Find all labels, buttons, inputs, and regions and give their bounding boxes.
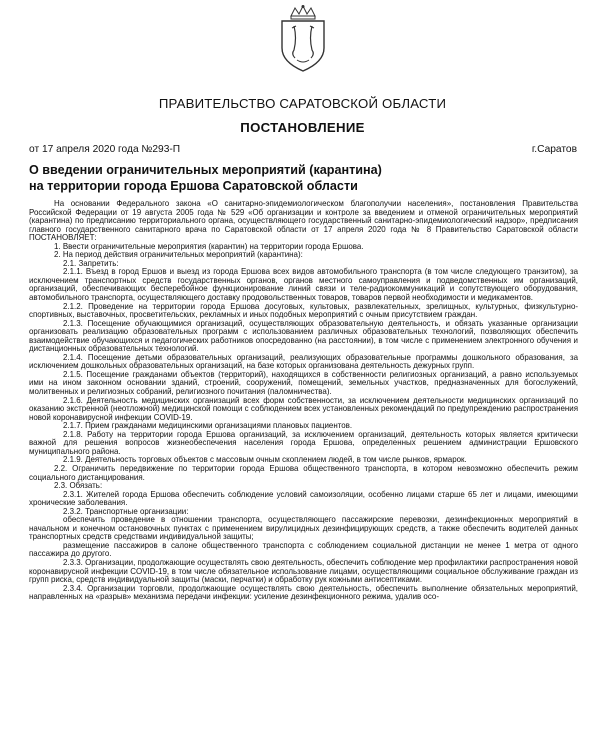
paragraph: 2.3.4. Организации торговли, продолжающие осуществлять свою деятельность, обеспечить выполнение обязательных мероприятий, направленных на «разрыв» механизма передачи инфекции: усиление дезинфекционного режима, удалив осо-	[29, 583, 578, 602]
paragraph: 2.1.3. Посещение обучающимися организаций, осуществляющих образовательную деятельность, и обязать указанные организации организовать реализацию образовательных программ с использованием различных образовательных технологий, позволяющих обеспечить взаимодействие обучающихся и педагогических работников опосредованно (на расстоянии), в том числе с применением электронного обучения и дистанционных образовательных технологий.	[29, 318, 578, 354]
paragraph: 1. Ввести ограничительные мероприятия (карантин) на территории города Ершова.	[54, 241, 364, 251]
date-line	[29, 144, 577, 155]
paragraph: 2.1.2. Проведение на территории города Ершова досуговых, культовых, развлекательных, зрелищных, культурных, физкультурно-спортивных, выставочных, просветительских, рекламных и иных подобных мероприятий с очным присутствием граждан.	[29, 301, 578, 320]
paragraph: 2.1.6. Деятельность медицинских организаций всех форм собственности, за исключением деятельности медицинских организаций по оказанию экстренной (неотложной) медицинской помощи с соблюдением всех установленных рекомендаций по предупреждению распространения новой коронавирусной инфекции COVID-19.	[29, 395, 578, 422]
paragraph: 2.1.9. Деятельность торговых объектов с массовым очным скоплением людей, в том числе рынков, ярмарок.	[63, 455, 467, 465]
paragraph: На основании Федерального закона «О санитарно-эпидемиологическом благополучии населения», постановления Правительства Российской Федерации от 19 августа 2005 года № 529 «Об организации и контроле за введением и отменой ограничительных мероприятий (карантина) по предписанию территориального органа, осуществляющего государственный санитарно-эпидемиологический надзор», предписания главного государственного санитарного врача по Саратовской области от 17 апреля 2020 года № 8 Правительство Саратовской области ПОСТАНОВЛЯЕТ:	[29, 199, 578, 243]
paragraph: 2.1.4. Посещение детьми образовательных организаций, реализующих образовательные программы дошкольного образования, за исключением дошкольных образовательных организаций, на базе которых организована деятельность дежурных групп.	[29, 352, 578, 371]
paragraph: 2.3.1. Жителей города Ершова обеспечить соблюдение условий самоизоляции, особенно лицами старше 65 лет и лицами, имеющими хронические заболевания.	[29, 489, 578, 508]
title-line-1: О введении ограничительных мероприятий (карантина)	[29, 163, 382, 177]
paragraph: 2.3.3. Организации, продолжающие осуществлять свою деятельность, обеспечить соблюдение мер профилактики распространения новой коронавирусной инфекции COVID-19, в том числе обязательное использование лицами, осуществляющими социальное обслуживание граждан из групп риска, средств индивидуальной защиты (маски, перчатки) и обработку рук кожными антисептиками.	[29, 557, 578, 585]
document-body	[29, 200, 578, 602]
paragraph: 2.2. Ограничить передвижение по территории города Ершова общественного транспорта, в котором невозможно обеспечить режим социального дистанцирования.	[29, 463, 578, 482]
paragraph: обеспечить проведение в отношении транспорта, осуществляющего пассажирские перевозки, дезинфекционных мероприятий в начальном и конечном остановочных пунктах с применением вирулицидных дезинфицирующих средств, а также обеспечить водителей данных транспортных средств средствами индивидуальной защиты;	[29, 515, 578, 542]
paragraph: 2.1.5. Посещение гражданами объектов (территорий), находящихся в собственности религиозных организаций, а равно используемых ими на ином законном основании зданий, строений, сооружений, помещений, земельных участков, предназначенных для богослужений, молитвенных и религиозных собраний, религиозного почитания (паломничества).	[29, 369, 578, 397]
paragraph: размещение пассажиров в салоне общественного транспорта с соблюдением социальной дистанции не менее 1 метра от одного пассажира до другого.	[29, 540, 578, 559]
paragraph: 2.1.7. Прием гражданами медицинскими организациями плановых пациентов.	[63, 421, 353, 431]
government-name: ПРАВИТЕЛЬСТВО САРАТОВСКОЙ ОБЛАСТИ	[158, 96, 447, 111]
coat-of-arms-icon	[277, 4, 329, 74]
paragraph: 2.3. Обязать:	[54, 481, 103, 491]
paragraph: 2. На период действия ограничительных мероприятий (карантина):	[54, 250, 303, 260]
paragraph: 2.3.2. Транспортные организации:	[63, 506, 189, 516]
document-kind: ПОСТАНОВЛЕНИЕ	[240, 120, 365, 135]
paragraph: 2.1.1. Въезд в город Ершов и выезд из города Ершова всех видов автомобильного транспорта (в том числе следующего транзитом), за исключением транспортных средств государственных органов, органов местного самоуправления и подведомственных им организаций, организаций, обеспечивающих бесперебойное функционирование линий связи и теле-радиокоммуникаций и сопутствующего оборудования, автомобильного транспорта, осуществляющего доставку продовольственных товаров, товаров первой необходимости и медикаментов.	[29, 267, 578, 303]
paragraph: 2.1.8. Работу на территории города Ершова организаций, за исключением организаций, деятельность которых является критически важной для решения вопросов жизнеобеспечения населения города Ершова, определенных решением администрации Ершовского муниципального района.	[29, 429, 578, 456]
document-title	[29, 163, 589, 194]
city: г.Саратов	[531, 144, 577, 155]
paragraph: 2.1. Запретить:	[63, 258, 119, 268]
date-number: от 17 апреля 2020 года №293-П	[29, 144, 181, 155]
title-line-2: на территории города Ершова Саратовской области	[29, 178, 358, 193]
